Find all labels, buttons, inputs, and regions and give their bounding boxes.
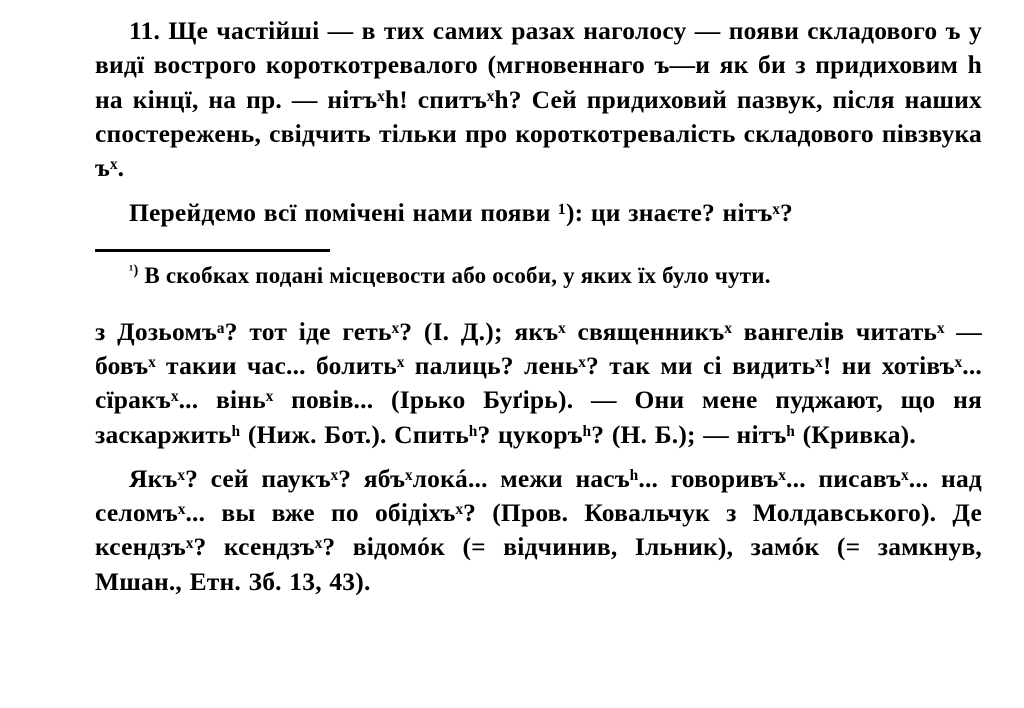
footnote-separator [95, 249, 982, 253]
examples-block-1-text: з Дозьомъᵃ? тот іде гетьˣ? (І. Д.); якъˣ священникъˣ вангелів читатьˣ — бовъˣ такии час... болитьˣ палиць? леньˣ? так ми сі видитьˣ! ни хотівъˣ... сїракъˣ... віньˣ повів... (Ірько Буґірь). — Они мене пуджают, що ня заскаржитьʰ (Ниж. Бот.). Спитьʰ? цукоръʰ? (Н. Б.); — нітъʰ (Кривка). [95, 316, 982, 449]
examples-container [95, 315, 982, 599]
paragraph-11-text: Ще частійші — в тих самих разах наголосу — появи складового ъ у видї вострого короткотревалого (мгновеннаго ъ—и як би з придиховим һ на кінцї, на пр. — нітъˣһ! спитъˣһ? Сей придиховий пазвук, після наших спостережень, свідчить тільки про короткотревалість складового півзвука ъˣ. [95, 16, 982, 183]
paragraph-11 [95, 14, 982, 185]
examples-block-2-text: Якъˣ? сей паукъˣ? ябъˣлокá... межи насъʰ... говоривъˣ... писавъˣ... над селомъˣ... вы вже по обідіхъˣ? (Пров. Ковальчук з Молдавського). Де ксендзъˣ? ксендзъˣ? відомóк (= відчинив, Ільник), замóк (= замкнув, Мшан., Етн. Зб. 13, 43). [95, 463, 982, 596]
examples-block-1 [95, 315, 982, 452]
footnote [95, 261, 982, 291]
paragraph-transition-text: Перейдемо всї помічені нами появи ¹): ци знаєте? нітъˣ? [129, 198, 793, 228]
examples-block-2 [95, 462, 982, 599]
footnote-text: В скобках подані місцевости або особи, у яких їх було чути. [144, 262, 771, 288]
footnote-rule [95, 249, 330, 252]
paragraph-transition [95, 196, 982, 230]
paragraph-number: 11. [129, 16, 161, 45]
footnote-marker: ¹) [129, 262, 139, 279]
